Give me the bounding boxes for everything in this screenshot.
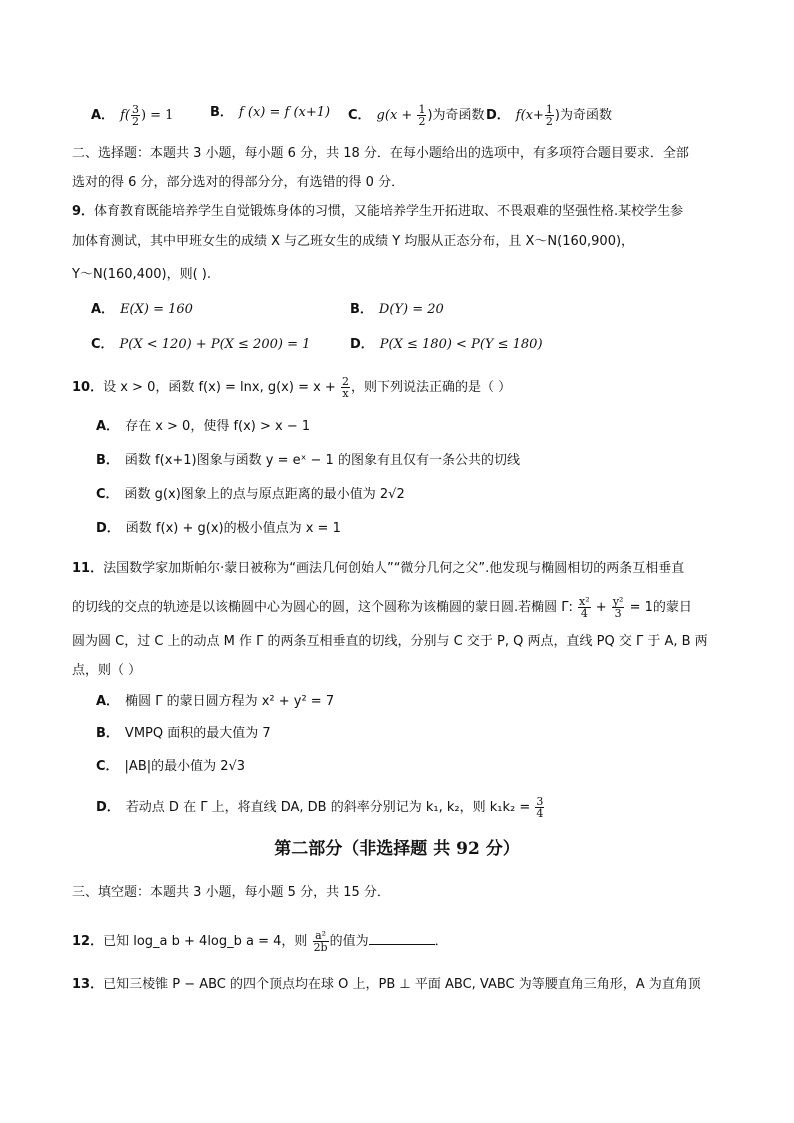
option-label: D． [350,337,374,352]
q9-stem-line1: 9．体育教育既能培养学生自觉锻炼身体的习惯，又能培养学生开拓进取、不畏艰难的坚强性格.某校学生参 [72,204,684,219]
question-number: 11． [72,561,104,576]
question-number: 9． [72,204,95,219]
section-2-heading-line1: 二、选择题：本题共 3 小题，每小题 6 分，共 18 分．在每小题给出的选项中，有多项符合题目要求．全部 [72,146,689,161]
q9-option-d: D． P(X ≤ 180) < P(Y ≤ 180) [350,337,543,352]
q9-option-a: A． E(X) = 160 [91,302,193,317]
option-label: A． [96,419,120,434]
part-2-title: 第二部分（非选择题 共 92 分） [274,839,520,859]
q11-option-c: C． |AB|的最小值为 2√3 [96,759,246,774]
option-label: A． [91,108,115,123]
option-label: B． [350,302,373,317]
q8-option-b: B． f (x) = f (x+1) [210,105,331,120]
q9-stem-line3: Y～N(160,400)，则( ). [72,267,211,282]
question-number: 13． [72,977,104,992]
q9-option-c: C． P(X < 120) + P(X ≤ 200) = 1 [91,337,311,352]
option-label: C． [91,337,114,352]
option-label: A． [91,302,115,317]
option-label: B． [96,726,119,741]
fraction: $\frac{\text{a²}}{2b}$ [313,929,328,954]
section-2-heading-line2: 选对的得 6 分，部分选对的得部分分，有选错的得 0 分． [72,175,405,190]
q10-option-d: D． 函数 f(x) + g(x)的极小值点为 x = 1 [96,521,341,536]
question-number: 12． [72,934,104,949]
fraction: $\frac{2}{x}$ [341,375,349,400]
q11-stem-line3: 圆为圆 C，过 C 上的动点 M 作 Γ 的两条互相垂直的切线，分别与 C 交于 P, Q 两点，直线 PQ 交 Γ 于 A, B 两 [72,634,708,649]
q11-option-b: B． VMPQ 面积的最大值为 7 [96,726,271,741]
q8-option-a: A． f( $\frac{3}{2}$ ) = 1 [91,103,174,128]
answer-blank[interactable] [369,932,435,945]
q11-stem-line1: 11．法国数学家加斯帕尔·蒙日被称为“画法几何创始人”“微分几何之父”.他发现与椭圆相切的两条互相垂直 [72,561,685,576]
q11-stem-line4: 点，则（ ） [72,663,142,678]
q10-stem: 10．设 x > 0，函数 f(x) = lnx, g(x) = x + $\frac{2}{x}$ ，则下列说法正确的是（ ） [72,375,512,400]
q9-option-b: B． D(Y) = 20 [350,302,444,317]
q10-option-c: C． 函数 g(x)图象上的点与原点距离的最小值为 2√2 [96,487,405,502]
option-label: A． [96,694,120,709]
option-label: D． [96,521,120,536]
fraction: $\frac{3}{2}$ [131,103,139,128]
fraction: $\frac{\text{x²}}{4}$ [579,595,590,620]
fraction: $\frac{\text{y²}}{3}$ [612,595,624,620]
q10-option-b: B． 函数 f(x+1)图象与函数 y = eˣ − 1 的图象有且仅有一条公共的切线 [96,453,520,468]
option-label: C． [96,759,119,774]
option-label: C． [96,487,119,502]
option-label: B． [96,453,119,468]
q9-stem-line2: 加体育测试，其中甲班女生的成绩 X 与乙班女生的成绩 Y 均服从正态分布，且 X～N(160,900)， [72,234,635,249]
q13-stem: 13．已知三棱锥 P − ABC 的四个顶点均在球 O 上，PB ⊥ 平面 ABC, VABC 为等腰直角三角形，A 为直角顶 [72,977,701,992]
question-number: 10． [72,380,104,395]
q8-option-d: D． f(x+ $\frac{1}{2}$ )为奇函数 [486,103,612,128]
option-label: D． [486,108,510,123]
q11-option-a: A． 椭圆 Γ 的蒙日圆方程为 x² + y² = 7 [96,694,335,709]
option-label: B． [210,105,233,120]
fraction: $\frac{1}{2}$ [545,103,553,128]
fraction: $\frac{3}{4}$ [536,795,544,820]
option-label: C． [348,108,371,123]
option-label: D． [96,800,120,815]
q11-option-d: D． 若动点 D 在 Γ 上，将直线 DA, DB 的斜率分别记为 k₁, k₂，则 k₁k₂ = $\frac{3}{4}$ [96,795,544,820]
q10-option-a: A． 存在 x > 0，使得 f(x) > x − 1 [96,419,311,434]
q11-stem-line2: 的切线的交点的轨迹是以该椭圆中心为圆心的圆，这个圆称为该椭圆的蒙日圆.若椭圆 Γ: $\frac{\text{x²}}{4}$ + $\frac{\text{y²}}{3}$ = 1的蒙日 [72,595,692,620]
section-3-heading: 三、填空题：本题共 3 小题，每小题 5 分，共 15 分． [72,885,390,900]
fraction: $\frac{1}{2}$ [418,103,426,128]
q8-option-c: C． g(x + $\frac{1}{2}$ )为奇函数 [348,103,485,128]
q12-stem: 12．已知 log_a b + 4log_b a = 4，则 $\frac{\text{a²}}{2b}$ 的值为 ． [72,929,448,954]
